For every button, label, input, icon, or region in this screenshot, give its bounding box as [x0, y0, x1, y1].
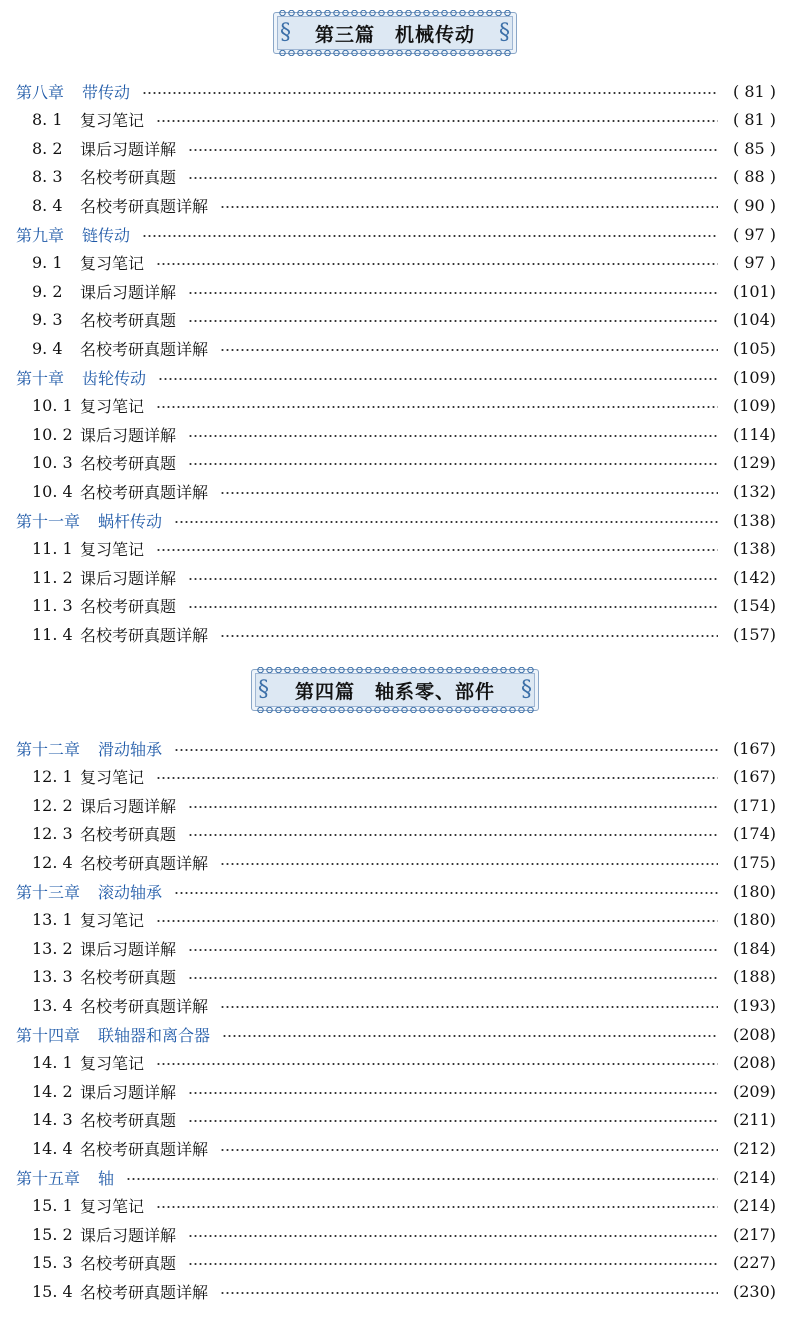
- dot-leader: [222, 1035, 718, 1037]
- section-number: 13. 4: [32, 995, 73, 1015]
- page-number: ( 97 ): [732, 253, 776, 273]
- section-number: 8. 3: [32, 167, 63, 187]
- section-number: 15. 3: [32, 1253, 73, 1273]
- page-number: (208): [732, 1024, 776, 1044]
- section-number: 11. 1: [32, 539, 73, 559]
- section-number: 10. 4: [32, 481, 73, 501]
- dot-leader: [174, 749, 718, 751]
- page-number: (214): [732, 1196, 776, 1216]
- entry-heading: [0, 880, 162, 903]
- page-number: (157): [732, 624, 776, 644]
- dot-leader: [174, 892, 718, 894]
- entry-heading: [0, 1080, 176, 1103]
- toc-section-entry[interactable]: [0, 449, 790, 477]
- section-title: 名校考研真题: [80, 1254, 177, 1274]
- dot-leader: [188, 578, 718, 580]
- section-title: 复习笔记: [80, 111, 145, 131]
- page-number: (104): [732, 310, 776, 330]
- toc-section-entry[interactable]: [0, 1249, 790, 1277]
- entry-heading: [0, 794, 176, 817]
- page-number: (101): [732, 281, 776, 301]
- section-title: 复习笔记: [80, 1054, 145, 1074]
- part-banner: [273, 12, 517, 54]
- page-number: (167): [732, 767, 776, 787]
- section-number: 8. 1: [32, 110, 63, 130]
- page-number: (209): [732, 1081, 776, 1101]
- section-number: 9. 2: [32, 281, 63, 301]
- section-number: 12. 1: [32, 767, 73, 787]
- section-title: 课后习题详解: [80, 282, 177, 302]
- section-number: 15. 4: [32, 1281, 73, 1301]
- page-number: (105): [732, 338, 776, 358]
- page-number: (208): [732, 1053, 776, 1073]
- dot-leader: [158, 378, 718, 380]
- section-number: 10. 3: [32, 453, 73, 473]
- toc-chapter-entry[interactable]: [0, 363, 790, 391]
- section-title: 名校考研真题: [80, 454, 177, 474]
- entry-heading: [0, 937, 176, 960]
- entry-heading: [0, 594, 176, 617]
- section-title: 名校考研真题详解: [80, 196, 209, 216]
- entry-heading: [0, 423, 176, 446]
- dot-leader: [156, 777, 718, 779]
- toc-section-entry[interactable]: [0, 249, 790, 277]
- section-title: 课后习题详解: [80, 425, 177, 445]
- banner-scroll-ornament: §: [499, 20, 510, 45]
- entry-heading: [0, 994, 208, 1017]
- dot-leader: [220, 206, 718, 208]
- dot-leader: [188, 1263, 718, 1265]
- page-number: (193): [732, 995, 776, 1015]
- dot-leader: [156, 120, 718, 122]
- part-title: 第三篇 机械传动: [314, 23, 475, 46]
- entry-heading: [0, 165, 176, 188]
- entry-heading: [0, 822, 176, 845]
- entry-heading: [0, 1023, 210, 1046]
- section-title: 复习笔记: [80, 254, 145, 274]
- entry-heading: [0, 366, 146, 389]
- section-number: 9. 4: [32, 338, 63, 358]
- dot-leader: [188, 834, 718, 836]
- toc-section-entry[interactable]: [0, 934, 790, 962]
- toc-chapter-entry[interactable]: [0, 1020, 790, 1048]
- page-number: (184): [732, 938, 776, 958]
- chapter-number: 第八章: [16, 82, 65, 102]
- page-number: (138): [732, 539, 776, 559]
- toc-section-entry[interactable]: [0, 1134, 790, 1162]
- page-number: ( 88 ): [732, 167, 776, 187]
- entry-heading: [0, 737, 162, 760]
- section-number: 15. 1: [32, 1196, 73, 1216]
- entry-heading: [0, 908, 144, 931]
- entry-heading: [0, 851, 208, 874]
- entry-heading: [0, 308, 176, 331]
- section-title: 课后习题详解: [80, 1082, 177, 1102]
- section-title: 复习笔记: [80, 1197, 145, 1217]
- banner-wave-ornament: [278, 10, 512, 16]
- page-number: (217): [732, 1224, 776, 1244]
- page-number: (180): [732, 910, 776, 930]
- page-number: ( 81 ): [732, 81, 776, 101]
- section-title: 名校考研真题: [80, 168, 177, 188]
- section-number: 14. 4: [32, 1138, 73, 1158]
- section-number: 13. 3: [32, 967, 73, 987]
- section-number: 14. 2: [32, 1081, 73, 1101]
- section-number: 9. 1: [32, 253, 63, 273]
- dot-leader: [142, 235, 718, 237]
- page-number: (167): [732, 738, 776, 758]
- toc-section-entry[interactable]: [0, 106, 790, 134]
- section-title: 名校考研真题详解: [80, 482, 209, 502]
- chapter-number: 第十三章: [16, 882, 81, 902]
- chapter-title: 链传动: [82, 225, 131, 245]
- section-number: 13. 2: [32, 938, 73, 958]
- page-number: (175): [732, 852, 776, 872]
- dot-leader: [188, 320, 718, 322]
- dot-leader: [156, 1063, 718, 1065]
- toc-section-entry[interactable]: [0, 906, 790, 934]
- entry-heading: [0, 394, 144, 417]
- entry-heading: [0, 1108, 176, 1131]
- entry-heading: [0, 480, 208, 503]
- dot-leader: [188, 1092, 718, 1094]
- entry-heading: [0, 765, 144, 788]
- dot-leader: [220, 1006, 718, 1008]
- section-title: 复习笔记: [80, 540, 145, 560]
- chapter-number: 第九章: [16, 225, 65, 245]
- toc-section-entry[interactable]: [0, 392, 790, 420]
- dot-leader: [156, 920, 718, 922]
- toc-section-entry[interactable]: [0, 791, 790, 819]
- section-title: 名校考研真题: [80, 311, 177, 331]
- page-number: (142): [732, 567, 776, 587]
- section-number: 12. 2: [32, 795, 73, 815]
- chapter-title: 轴: [98, 1168, 115, 1188]
- section-title: 复习笔记: [80, 768, 145, 788]
- section-title: 复习笔记: [80, 911, 145, 931]
- dot-leader: [188, 1120, 718, 1122]
- toc-section-entry[interactable]: [0, 991, 790, 1019]
- section-title: 名校考研真题详解: [80, 1139, 209, 1159]
- toc-chapter-entry[interactable]: [0, 220, 790, 248]
- banner-scroll-ornament: §: [521, 677, 532, 702]
- banner-scroll-ornament: §: [258, 677, 269, 702]
- entry-heading: [0, 965, 176, 988]
- section-number: 9. 3: [32, 310, 63, 330]
- dot-leader: [156, 263, 718, 265]
- chapter-title: 带传动: [82, 82, 131, 102]
- section-number: 13. 1: [32, 910, 73, 930]
- entry-heading: [0, 1166, 114, 1189]
- dot-leader: [156, 406, 718, 408]
- toc-section-entry[interactable]: [0, 1192, 790, 1220]
- section-number: 14. 3: [32, 1110, 73, 1130]
- entry-heading: [0, 337, 208, 360]
- entry-heading: [0, 80, 130, 103]
- page-number: ( 97 ): [732, 224, 776, 244]
- section-number: 12. 3: [32, 824, 73, 844]
- dot-leader: [188, 1235, 718, 1237]
- section-title: 名校考研真题详解: [80, 625, 209, 645]
- entry-heading: [0, 223, 130, 246]
- entry-heading: [0, 1251, 176, 1274]
- chapter-title: 滑动轴承: [98, 739, 163, 759]
- dot-leader: [188, 806, 718, 808]
- toc-section-entry[interactable]: [0, 763, 790, 791]
- page-number: (212): [732, 1138, 776, 1158]
- toc-section-entry[interactable]: [0, 191, 790, 219]
- banner-wave-ornament: [278, 50, 512, 56]
- dot-leader: [188, 177, 718, 179]
- toc-section-entry[interactable]: [0, 334, 790, 362]
- entry-heading: [0, 1137, 208, 1160]
- chapter-number: 第十一章: [16, 511, 81, 531]
- section-title: 课后习题详解: [80, 568, 177, 588]
- page-number: ( 90 ): [732, 195, 776, 215]
- section-title: 名校考研真题详解: [80, 853, 209, 873]
- entry-heading: [0, 451, 176, 474]
- entry-heading: [0, 566, 176, 589]
- toc-section-entry[interactable]: [0, 163, 790, 191]
- entry-heading: [0, 1051, 144, 1074]
- page-number: (138): [732, 510, 776, 530]
- section-title: 课后习题详解: [80, 1225, 177, 1245]
- dot-leader: [220, 635, 718, 637]
- chapter-number: 第十四章: [16, 1025, 81, 1045]
- dot-leader: [156, 549, 718, 551]
- dot-leader: [220, 492, 718, 494]
- dot-leader: [220, 349, 718, 351]
- banner-wave-ornament: [256, 667, 534, 673]
- dot-leader: [156, 1206, 718, 1208]
- toc-section-entry[interactable]: [0, 420, 790, 448]
- section-number: 8. 2: [32, 138, 63, 158]
- chapter-title: 联轴器和离合器: [98, 1025, 211, 1045]
- toc-section-entry[interactable]: [0, 477, 790, 505]
- page-number: (154): [732, 596, 776, 616]
- section-number: 10. 2: [32, 424, 73, 444]
- page-number: (230): [732, 1281, 776, 1301]
- toc-section-entry[interactable]: [0, 963, 790, 991]
- dot-leader: [188, 292, 718, 294]
- section-title: 名校考研真题详解: [80, 339, 209, 359]
- chapter-title: 滚动轴承: [98, 882, 163, 902]
- chapter-title: 齿轮传动: [82, 368, 147, 388]
- section-number: 11. 4: [32, 624, 73, 644]
- page-number: (227): [732, 1253, 776, 1273]
- entry-heading: [0, 251, 144, 274]
- page-number: (171): [732, 795, 776, 815]
- entry-heading: [0, 108, 144, 131]
- toc-section-entry[interactable]: [0, 277, 790, 305]
- dot-leader: [188, 606, 718, 608]
- entry-heading: [0, 1280, 208, 1303]
- part-banner: [251, 669, 539, 711]
- toc-section-entry[interactable]: [0, 1220, 790, 1248]
- entry-heading: [0, 623, 208, 646]
- toc-section-entry[interactable]: [0, 306, 790, 334]
- dot-leader: [188, 435, 718, 437]
- banner-scroll-ornament: §: [280, 20, 291, 45]
- entry-heading: [0, 280, 176, 303]
- toc-chapter-entry[interactable]: [0, 1163, 790, 1191]
- section-title: 课后习题详解: [80, 796, 177, 816]
- page-number: (114): [732, 424, 776, 444]
- entry-heading: [0, 137, 176, 160]
- part-title: 第四篇 轴系零、部件: [294, 680, 495, 703]
- section-number: 15. 2: [32, 1224, 73, 1244]
- dot-leader: [188, 463, 718, 465]
- page-number: (211): [732, 1110, 776, 1130]
- toc-section-entry[interactable]: [0, 1106, 790, 1134]
- page-number: ( 81 ): [732, 110, 776, 130]
- section-title: 复习笔记: [80, 397, 145, 417]
- dot-leader: [220, 1292, 718, 1294]
- dot-leader: [188, 149, 718, 151]
- page-number: (132): [732, 481, 776, 501]
- section-title: 名校考研真题: [80, 968, 177, 988]
- entry-heading: [0, 1194, 144, 1217]
- toc-section-entry[interactable]: [0, 134, 790, 162]
- section-title: 名校考研真题详解: [80, 996, 209, 1016]
- toc-section-entry[interactable]: [0, 1049, 790, 1077]
- section-number: 10. 1: [32, 396, 73, 416]
- page-number: ( 85 ): [732, 138, 776, 158]
- entry-heading: [0, 194, 208, 217]
- dot-leader: [174, 521, 718, 523]
- section-number: 11. 2: [32, 567, 73, 587]
- section-title: 名校考研真题: [80, 597, 177, 617]
- chapter-number: 第十章: [16, 368, 65, 388]
- chapter-title: 蜗杆传动: [98, 511, 163, 531]
- dot-leader: [220, 1149, 718, 1151]
- toc-chapter-entry[interactable]: [0, 77, 790, 105]
- section-number: 8. 4: [32, 195, 63, 215]
- section-number: 14. 1: [32, 1053, 73, 1073]
- entry-heading: [0, 509, 162, 532]
- toc-section-entry[interactable]: [0, 563, 790, 591]
- dot-leader: [188, 949, 718, 951]
- entry-heading: [0, 1223, 176, 1246]
- toc-section-entry[interactable]: [0, 820, 790, 848]
- toc-chapter-entry[interactable]: [0, 877, 790, 905]
- toc-chapter-entry[interactable]: [0, 734, 790, 762]
- entry-heading: [0, 537, 144, 560]
- dot-leader: [220, 863, 718, 865]
- section-title: 课后习题详解: [80, 939, 177, 959]
- toc-section-entry[interactable]: [0, 535, 790, 563]
- section-title: 名校考研真题详解: [80, 1282, 209, 1302]
- toc-section-entry[interactable]: [0, 592, 790, 620]
- dot-leader: [142, 92, 718, 94]
- page-number: (188): [732, 967, 776, 987]
- chapter-number: 第十二章: [16, 739, 81, 759]
- toc-section-entry[interactable]: [0, 620, 790, 648]
- section-number: 12. 4: [32, 852, 73, 872]
- page-number: (129): [732, 453, 776, 473]
- dot-leader: [126, 1178, 718, 1180]
- dot-leader: [188, 977, 718, 979]
- section-title: 名校考研真题: [80, 825, 177, 845]
- page-number: (109): [732, 396, 776, 416]
- toc-section-entry[interactable]: [0, 1277, 790, 1305]
- page-number: (214): [732, 1167, 776, 1187]
- toc-chapter-entry[interactable]: [0, 506, 790, 534]
- page-number: (174): [732, 824, 776, 844]
- toc-section-entry[interactable]: [0, 848, 790, 876]
- chapter-number: 第十五章: [16, 1168, 81, 1188]
- section-number: 11. 3: [32, 596, 73, 616]
- section-title: 课后习题详解: [80, 139, 177, 159]
- page-number: (180): [732, 881, 776, 901]
- section-title: 名校考研真题: [80, 1111, 177, 1131]
- toc-section-entry[interactable]: [0, 1077, 790, 1105]
- banner-wave-ornament: [256, 707, 534, 713]
- page-number: (109): [732, 367, 776, 387]
